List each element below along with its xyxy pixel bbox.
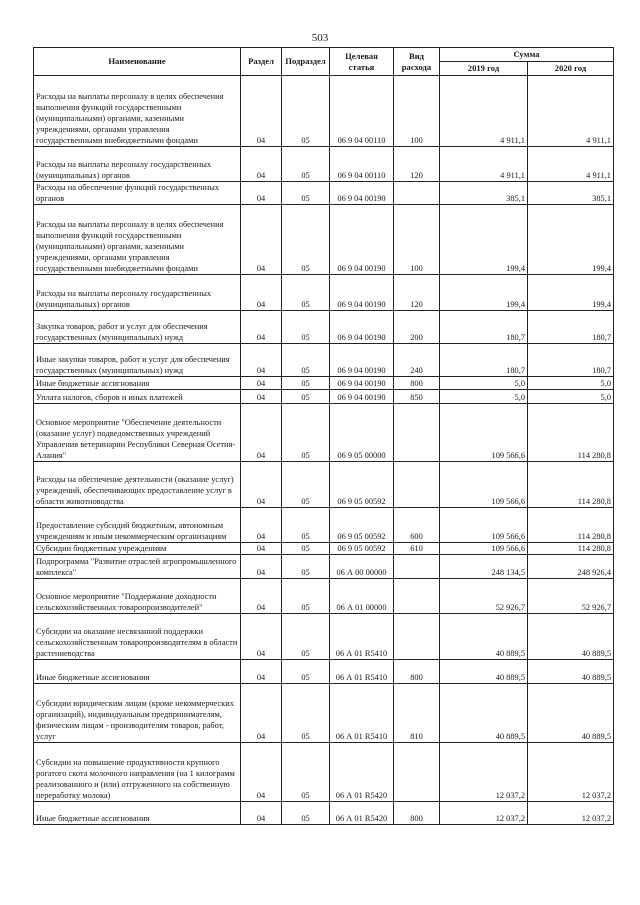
row-subsection-cell: 05 (282, 614, 330, 660)
table-row (34, 462, 614, 508)
row-expense-type-cell: 610 (394, 543, 440, 555)
row-target-cell: 06 9 04 00190 (330, 344, 394, 377)
row-section-cell: 04 (241, 555, 282, 579)
budget-table (33, 47, 614, 825)
row-target-cell: 06 9 04 00190 (330, 275, 394, 311)
row-2019-cell: 52 926,7 (440, 579, 528, 614)
row-target-cell: 06 А 00 00000 (330, 555, 394, 579)
row-2020-cell: 199,4 (528, 205, 614, 275)
row-subsection-cell: 05 (282, 684, 330, 743)
row-subsection-cell: 05 (282, 311, 330, 344)
row-subsection-cell: 05 (282, 462, 330, 508)
row-name-cell: Закупка товаров, работ и услуг для обеспечения государственных (муниципальных) нужд (34, 311, 241, 344)
row-2020-cell: 114 280,8 (528, 404, 614, 462)
row-2019-cell: 199,4 (440, 205, 528, 275)
row-subsection-cell: 05 (282, 543, 330, 555)
row-2019-cell: 248 134,5 (440, 555, 528, 579)
table-row (34, 205, 614, 275)
row-expense-type-cell: 100 (394, 205, 440, 275)
row-section-cell: 04 (241, 147, 282, 182)
table-row (34, 147, 614, 182)
row-target-cell: 06 А 01 R5410 (330, 614, 394, 660)
row-subsection-cell: 05 (282, 802, 330, 825)
row-subsection-cell: 05 (282, 377, 330, 390)
row-target-cell: 06 А 01 R5410 (330, 684, 394, 743)
row-target-cell: 06 9 04 00190 (330, 390, 394, 404)
header-year-2019: 2019 год (440, 62, 528, 76)
row-2019-cell: 12 037,2 (440, 802, 528, 825)
row-target-cell: 06 9 05 00592 (330, 508, 394, 543)
row-subsection-cell: 05 (282, 508, 330, 543)
row-expense-type-cell: 120 (394, 147, 440, 182)
row-2020-cell: 12 037,2 (528, 802, 614, 825)
row-2019-cell: 4 911,1 (440, 147, 528, 182)
row-name-cell: Субсидии на повышение продуктивности крупного рогатого скота молочного направления (на 1 килограмм реализованного и (или) отгруженного на собственную переработку молока) (34, 743, 241, 802)
row-section-cell: 04 (241, 377, 282, 390)
header-name: Наименование (34, 48, 241, 76)
row-target-cell: 06 9 04 00190 (330, 205, 394, 275)
table-row (34, 390, 614, 404)
row-name-cell: Расходы на выплаты персоналу государственных (муниципальных) органов (34, 275, 241, 311)
row-name-cell: Расходы на обеспечение деятельности (оказание услуг) учреждений, обеспечивающих предоставление услуг в области животноводства (34, 462, 241, 508)
row-section-cell: 04 (241, 182, 282, 205)
row-target-cell: 06 9 05 00592 (330, 462, 394, 508)
row-subsection-cell: 05 (282, 660, 330, 684)
row-2020-cell: 52 926,7 (528, 579, 614, 614)
row-name-cell: Субсидии бюджетным учреждениям (34, 543, 241, 555)
row-subsection-cell: 05 (282, 205, 330, 275)
row-2020-cell: 40 889,5 (528, 684, 614, 743)
row-section-cell: 04 (241, 462, 282, 508)
row-2019-cell: 199,4 (440, 275, 528, 311)
row-2019-cell: 40 889,5 (440, 660, 528, 684)
row-expense-type-cell: 810 (394, 684, 440, 743)
row-2019-cell: 5,0 (440, 390, 528, 404)
row-expense-type-cell: 200 (394, 311, 440, 344)
row-subsection-cell: 05 (282, 390, 330, 404)
row-name-cell: Иные бюджетные ассигнования (34, 802, 241, 825)
row-name-cell: Субсидии юридическим лицам (кроме некоммерческих организаций), индивидуальным предпринимателям, физическим лицам - производителям товаров, работ, услуг (34, 684, 241, 743)
row-expense-type-cell: 240 (394, 344, 440, 377)
row-section-cell: 04 (241, 76, 282, 147)
table-row (34, 377, 614, 390)
table-row (34, 614, 614, 660)
row-expense-type-cell (394, 743, 440, 802)
row-subsection-cell: 05 (282, 147, 330, 182)
row-expense-type-cell (394, 182, 440, 205)
row-target-cell: 06 А 01 R5420 (330, 743, 394, 802)
row-section-cell: 04 (241, 614, 282, 660)
row-2020-cell: 385,1 (528, 182, 614, 205)
row-name-cell: Субсидии на оказание несвязанной поддержки сельскохозяйственным товаропроизводителям в области растениеводства (34, 614, 241, 660)
header-expense-type: Вид расхода (394, 48, 440, 76)
row-expense-type-cell (394, 404, 440, 462)
row-subsection-cell: 05 (282, 275, 330, 311)
page-number: 503 (311, 32, 329, 44)
row-2020-cell: 199,4 (528, 275, 614, 311)
row-2020-cell: 114 280,8 (528, 508, 614, 543)
row-section-cell: 04 (241, 508, 282, 543)
row-expense-type-cell (394, 579, 440, 614)
row-section-cell: 04 (241, 743, 282, 802)
table-row (34, 344, 614, 377)
row-name-cell: Основное мероприятие "Обеспечение деятельности (оказание услуг) подведомственных учреждений Управления ветеринарии Республики Северная Осетия-Алания" (34, 404, 241, 462)
row-expense-type-cell: 800 (394, 660, 440, 684)
row-target-cell: 06 9 05 00000 (330, 404, 394, 462)
row-name-cell: Расходы на обеспечение функций государственных органов (34, 182, 241, 205)
table-row (34, 404, 614, 462)
row-expense-type-cell (394, 614, 440, 660)
row-subsection-cell: 05 (282, 579, 330, 614)
row-2020-cell: 4 911,1 (528, 147, 614, 182)
header-section: Раздел (241, 48, 282, 76)
row-2019-cell: 40 889,5 (440, 614, 528, 660)
row-target-cell: 06 9 04 00190 (330, 377, 394, 390)
header-year-2020: 2020 год (528, 62, 614, 76)
table-row (34, 743, 614, 802)
row-name-cell: Иные бюджетные ассигнования (34, 377, 241, 390)
table-row (34, 508, 614, 543)
row-2020-cell: 248 926,4 (528, 555, 614, 579)
row-section-cell: 04 (241, 543, 282, 555)
table-row (34, 555, 614, 579)
row-2020-cell: 114 280,8 (528, 543, 614, 555)
table-row (34, 182, 614, 205)
row-section-cell: 04 (241, 404, 282, 462)
row-2019-cell: 109 566,6 (440, 508, 528, 543)
row-subsection-cell: 05 (282, 743, 330, 802)
row-subsection-cell: 05 (282, 344, 330, 377)
row-2019-cell: 180,7 (440, 311, 528, 344)
row-2019-cell: 109 566,6 (440, 543, 528, 555)
row-target-cell: 06 9 04 00110 (330, 147, 394, 182)
row-2020-cell: 40 889,5 (528, 660, 614, 684)
row-2019-cell: 385,1 (440, 182, 528, 205)
table-row (34, 76, 614, 147)
row-2020-cell: 12 037,2 (528, 743, 614, 802)
row-name-cell: Основное мероприятие "Поддержание доходности сельскохозяйственных товаропроизводителей" (34, 579, 241, 614)
row-target-cell: 06 9 04 00110 (330, 76, 394, 147)
row-expense-type-cell (394, 555, 440, 579)
table-row (34, 311, 614, 344)
row-section-cell: 04 (241, 579, 282, 614)
row-expense-type-cell (394, 462, 440, 508)
header-sum: Сумма (440, 48, 614, 62)
row-2019-cell: 40 889,5 (440, 684, 528, 743)
row-2020-cell: 40 889,5 (528, 614, 614, 660)
row-target-cell: 06 9 05 00592 (330, 543, 394, 555)
row-section-cell: 04 (241, 802, 282, 825)
row-name-cell: Расходы на выплаты персоналу в целях обеспечения выполнения функций государственными (муниципальными) органами, казенными учреждениями, органами управления государственными внебюджетными фондами (34, 205, 241, 275)
row-2019-cell: 12 037,2 (440, 743, 528, 802)
table-row (34, 802, 614, 825)
row-section-cell: 04 (241, 684, 282, 743)
row-expense-type-cell: 120 (394, 275, 440, 311)
row-expense-type-cell: 850 (394, 390, 440, 404)
row-2019-cell: 5,0 (440, 377, 528, 390)
table-row (34, 660, 614, 684)
row-target-cell: 06 9 04 00190 (330, 182, 394, 205)
header-subsection: Подраздел (282, 48, 330, 76)
row-expense-type-cell: 600 (394, 508, 440, 543)
row-2019-cell: 4 911,1 (440, 76, 528, 147)
row-2019-cell: 109 566,6 (440, 462, 528, 508)
row-2020-cell: 4 911,1 (528, 76, 614, 147)
row-section-cell: 04 (241, 390, 282, 404)
row-2019-cell: 180,7 (440, 344, 528, 377)
row-name-cell: Подпрограмма "Развитие отраслей агропромышленного комплекса" (34, 555, 241, 579)
row-name-cell: Расходы на выплаты персоналу в целях обеспечения выполнения функций государственными (муниципальными) органами, казенными учреждениями, органами управления государственными внебюджетными фондами (34, 76, 241, 147)
row-2020-cell: 5,0 (528, 377, 614, 390)
row-expense-type-cell: 800 (394, 377, 440, 390)
row-2020-cell: 5,0 (528, 390, 614, 404)
row-2019-cell: 109 566,6 (440, 404, 528, 462)
row-expense-type-cell: 800 (394, 802, 440, 825)
table-row (34, 579, 614, 614)
row-target-cell: 06 9 04 00190 (330, 311, 394, 344)
row-name-cell: Иные бюджетные ассигнования (34, 660, 241, 684)
table-row (34, 684, 614, 743)
row-target-cell: 06 А 01 00000 (330, 579, 394, 614)
row-target-cell: 06 А 01 R5410 (330, 660, 394, 684)
row-section-cell: 04 (241, 205, 282, 275)
row-name-cell: Предоставление субсидий бюджетным, автономным учреждениям и иным некоммерческим организациям (34, 508, 241, 543)
row-name-cell: Иные закупки товаров, работ и услуг для обеспечения государственных (муниципальных) нужд (34, 344, 241, 377)
table-row (34, 275, 614, 311)
header-target: Целевая статья (330, 48, 394, 76)
row-expense-type-cell: 100 (394, 76, 440, 147)
row-subsection-cell: 05 (282, 404, 330, 462)
row-target-cell: 06 А 01 R5420 (330, 802, 394, 825)
row-section-cell: 04 (241, 311, 282, 344)
row-subsection-cell: 05 (282, 555, 330, 579)
row-2020-cell: 180,7 (528, 344, 614, 377)
row-section-cell: 04 (241, 344, 282, 377)
table-row (34, 543, 614, 555)
row-subsection-cell: 05 (282, 182, 330, 205)
row-name-cell: Расходы на выплаты персоналу государственных (муниципальных) органов (34, 147, 241, 182)
row-2020-cell: 114 280,8 (528, 462, 614, 508)
row-2020-cell: 180,7 (528, 311, 614, 344)
row-name-cell: Уплата налогов, сборов и иных платежей (34, 390, 241, 404)
row-section-cell: 04 (241, 660, 282, 684)
row-subsection-cell: 05 (282, 76, 330, 147)
row-section-cell: 04 (241, 275, 282, 311)
